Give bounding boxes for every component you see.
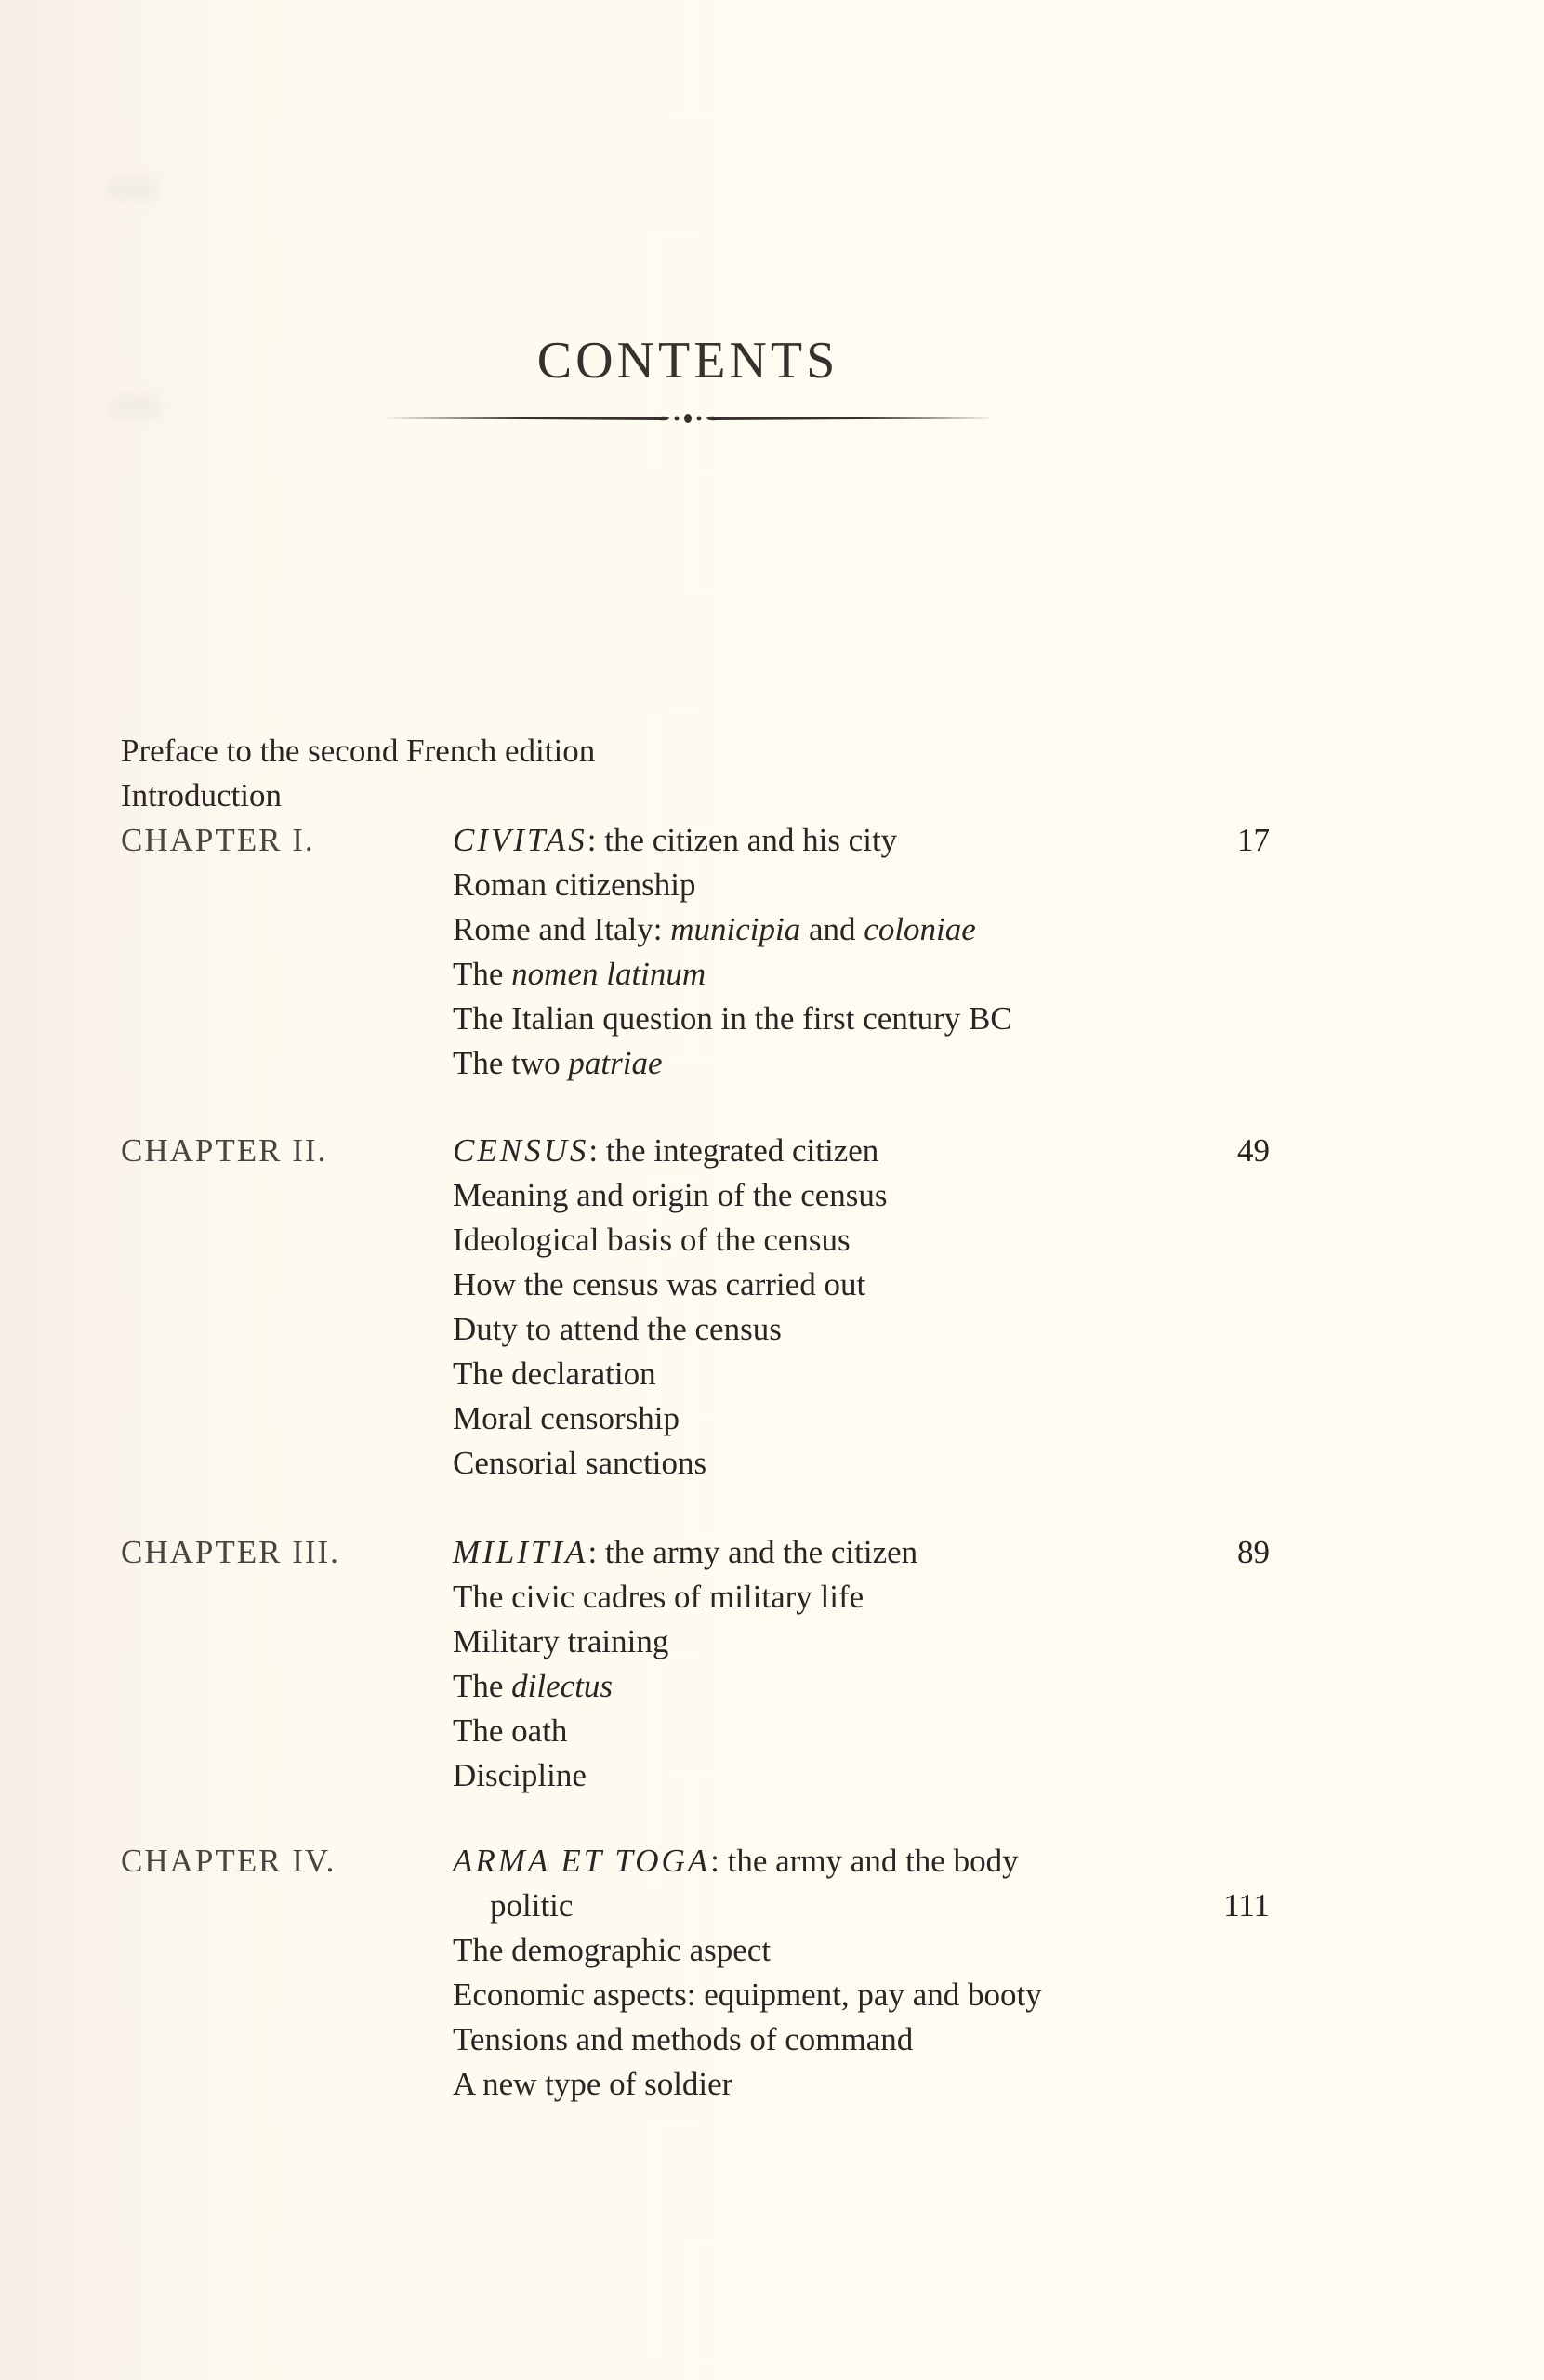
chapter-1-heading-rest: : the citizen and his city	[587, 822, 898, 858]
toc-introduction	[121, 777, 282, 814]
chapter-4-heading-rest: : the army and the body	[710, 1843, 1019, 1879]
toc-section: Economic aspects: equipment, pay and booty	[453, 1977, 1042, 2013]
chapter-2-label: CHAPTER II.	[121, 1132, 328, 1169]
chapter-2-heading	[453, 1132, 878, 1170]
toc-section: The two patriae	[453, 1045, 663, 1081]
bleed-through-mark	[110, 395, 161, 418]
toc-preface	[121, 733, 595, 770]
toc-section: The demographic aspect	[453, 1932, 772, 1968]
toc-section: The nomen latinum	[453, 956, 706, 992]
toc-section: Meaning and origin of the census	[453, 1177, 888, 1213]
page-title: CONTENTS	[536, 332, 839, 390]
toc-section: The declaration	[453, 1355, 656, 1392]
toc-section: Tensions and methods of command	[453, 2021, 914, 2057]
chapter-1-page-number: 17	[1237, 822, 1270, 858]
chapter-3-page-number: 89	[1237, 1534, 1270, 1570]
chapter-3-heading-rest: : the army and the citizen	[587, 1534, 918, 1570]
chapter-1-heading	[453, 822, 897, 859]
chapter-1-label: CHAPTER I.	[121, 822, 315, 858]
chapter-4-page-number: 111	[1223, 1887, 1270, 1924]
chapter-3-heading	[453, 1534, 917, 1571]
chapter-4-label: CHAPTER IV.	[121, 1843, 337, 1879]
toc-section: Moral censorship	[453, 1400, 680, 1436]
ornamental-rule	[381, 412, 995, 425]
chapter-4-heading	[453, 1843, 1019, 1880]
toc-section: Roman citizenship	[453, 866, 696, 903]
toc-preface-label: Preface to the second French edition	[121, 733, 596, 769]
chapter-1-keyword: CIVITAS	[453, 822, 587, 858]
bleed-through-mark	[107, 177, 158, 200]
toc-section: Discipline	[453, 1757, 587, 1793]
chapter-3-keyword: MILITIA	[453, 1534, 588, 1570]
toc-section: Ideological basis of the census	[453, 1222, 851, 1258]
toc-introduction-label: Introduction	[121, 777, 283, 813]
toc-section: A new type of soldier	[453, 2066, 733, 2102]
chapter-2-page-number: 49	[1237, 1132, 1270, 1169]
toc-section: The oath	[453, 1712, 568, 1749]
chapter-2-heading-rest: : the integrated citizen	[588, 1132, 879, 1169]
toc-section: Military training	[453, 1623, 669, 1659]
toc-section: How the census was carried out	[453, 1266, 866, 1302]
toc-section: Rome and Italy: municipia and coloniae	[453, 911, 976, 947]
chapter-2-keyword: CENSUS	[453, 1132, 589, 1169]
chapter-3-label: CHAPTER III.	[121, 1534, 340, 1570]
toc-section: The civic cadres of military life	[453, 1579, 864, 1615]
chapter-4-keyword: ARMA ET TOGA	[453, 1843, 711, 1879]
chapter-4-heading-continuation: politic	[490, 1887, 574, 1924]
toc-section: Censorial sanctions	[453, 1445, 707, 1481]
toc-section: The Italian question in the first century BC	[453, 1000, 1012, 1037]
toc-section: The dilectus	[453, 1668, 614, 1704]
toc-section: Duty to attend the census	[453, 1311, 782, 1347]
